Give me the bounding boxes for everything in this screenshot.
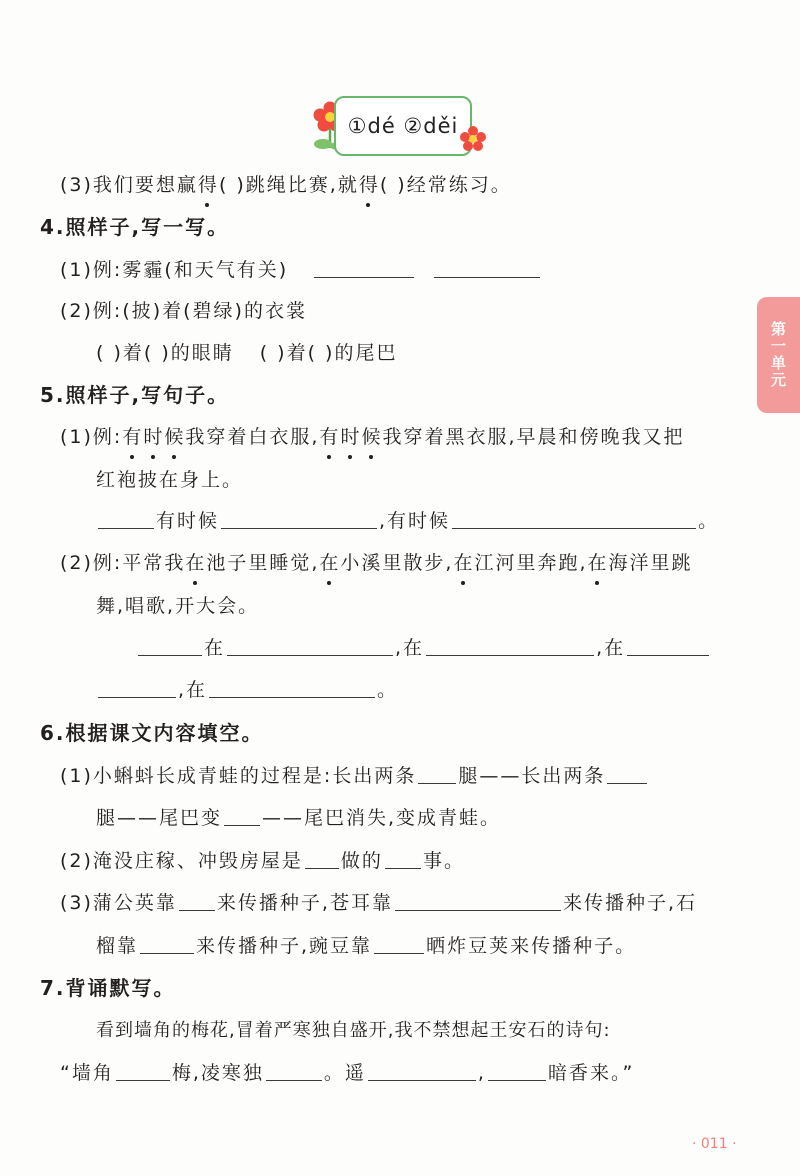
- s6-l5-b: 来传播种子,豌豆靠: [196, 935, 373, 957]
- unit-side-tab-label: 第一单元: [769, 321, 787, 389]
- s5-fill-1-blank-b[interactable]: [221, 508, 377, 529]
- s5-ex1-dot-char: 时: [143, 422, 164, 452]
- s5-fill-2-blank-e[interactable]: [98, 677, 176, 698]
- s5-ex2-b: 池子里睡觉,: [206, 552, 320, 574]
- s5-ex1-dot-char: 有: [122, 422, 143, 452]
- s4-fill-line: [96, 338, 397, 368]
- s6-blank-7[interactable]: [395, 890, 561, 911]
- s5-fill-2-line1: [136, 633, 711, 663]
- s7-paragraph-2: [60, 1058, 634, 1088]
- q3-mid: ( )跳绳比赛,就: [218, 174, 359, 196]
- s5-fill-1-text-a: 有时候: [156, 510, 220, 532]
- s6-l5-a: 榴靠: [96, 935, 139, 957]
- s5-ex2-a: (2)例:平常我: [60, 552, 186, 574]
- s6-l4-c: 来传播种子,石: [562, 892, 698, 914]
- s7-p2-d: ,: [477, 1062, 486, 1084]
- s5-fill-2-line2: [96, 675, 398, 705]
- s5-ex1-dot-char: 候: [164, 422, 185, 452]
- s4-example-2: (2)例:(披)着(碧绿)的衣裳: [60, 300, 307, 322]
- s6-blank-2[interactable]: [607, 763, 647, 784]
- s5-fill-2-blank-c[interactable]: [426, 635, 594, 656]
- s4-blank-2[interactable]: [434, 257, 540, 278]
- s5-fill-1: [96, 506, 719, 536]
- s6-blank-1[interactable]: [418, 763, 456, 784]
- s5-ex1-end: 我穿着黑衣服,早晨和傍晚我又把: [382, 426, 685, 448]
- s5-fill-2-czai: ,在: [596, 637, 626, 659]
- s4-fill-eyes[interactable]: ( )着( )的眼睛: [96, 342, 234, 364]
- section-6-heading: 6.根据课文内容填空。: [40, 721, 264, 745]
- s4-example-1: [60, 255, 542, 285]
- s5-ex2-e: 海洋里跳: [608, 552, 693, 574]
- s6-l2-b: ——尾巴消失,变成青蛙。: [262, 807, 502, 829]
- s5-ex1-prefix: (1)例:: [60, 426, 123, 448]
- s5-ex1-mid: 我穿着白衣服,: [185, 426, 320, 448]
- s5-ex1-dot-char: 候: [361, 422, 382, 452]
- s6-l5-c: 晒炸豆荚来传播种子。: [426, 935, 637, 957]
- flower-right-icon: [460, 126, 486, 156]
- section-5-heading: 5.照样子,写句子。: [40, 383, 230, 407]
- page-number: · 011 ·: [692, 1136, 737, 1152]
- s5-fill-2-zai: 在: [204, 637, 226, 659]
- s5-ex2-dot-zai: 在: [453, 548, 474, 578]
- s6-line-2: [96, 803, 501, 833]
- s5-example-1-line2: 红袍披在身上。: [96, 469, 244, 491]
- s5-fill-1-blank-c[interactable]: [452, 508, 696, 529]
- s5-fill-2-end: 。: [377, 679, 399, 701]
- s5-ex2-dot-zai: 在: [588, 548, 609, 578]
- s5-ex1-dot-char: 有: [319, 422, 340, 452]
- s6-line-4: [60, 888, 697, 918]
- s5-ex1-dot-char: 时: [340, 422, 361, 452]
- s6-line-1: [60, 761, 649, 791]
- s6-l1-b: 腿——长出两条: [458, 765, 606, 787]
- s5-ex2-dot-zai: 在: [319, 548, 340, 578]
- s5-fill-2-blank-d[interactable]: [627, 635, 709, 656]
- s6-l3-b: 做的: [340, 850, 383, 872]
- question-3-line: [60, 170, 512, 200]
- pinyin-options-box: [334, 96, 472, 156]
- section-4-heading: 4.照样子,写一写。: [40, 215, 230, 239]
- s5-example-2-line1: [60, 548, 693, 578]
- s6-blank-8[interactable]: [140, 933, 194, 954]
- s4-fill-tail[interactable]: ( )着( )的尾巴: [259, 342, 398, 364]
- s5-example-1-line1: [60, 422, 685, 452]
- unit-side-tab: [757, 297, 800, 413]
- s7-blank-3[interactable]: [368, 1060, 476, 1081]
- s6-l4-b: 来传播种子,苍耳靠: [216, 892, 393, 914]
- s4-blank-1[interactable]: [314, 257, 414, 278]
- pinyin-options-text: ①dé ②děi: [347, 114, 459, 138]
- s5-fill-2-czai: ,在: [178, 679, 208, 701]
- s6-l3-a: (2)淹没庄稼、冲毁房屋是: [60, 850, 303, 872]
- s6-blank-9[interactable]: [374, 933, 424, 954]
- s5-fill-2-blank-a[interactable]: [138, 635, 202, 656]
- s6-blank-5[interactable]: [385, 848, 421, 869]
- section-7-heading: 7.背诵默写。: [40, 976, 176, 1000]
- s7-blank-1[interactable]: [116, 1060, 170, 1081]
- s6-l2-a: 腿——尾巴变: [96, 807, 223, 829]
- s7-blank-2[interactable]: [266, 1060, 322, 1081]
- s6-line-5: [96, 931, 636, 961]
- s6-blank-6[interactable]: [179, 890, 215, 911]
- q3-prefix: (3)我们要想赢: [60, 174, 198, 196]
- s7-p2-b: 梅,凌寒独: [171, 1062, 264, 1084]
- s4-example-1-text: (1)例:雾霾(和天气有关): [60, 259, 289, 281]
- s7-p2-a: “墙角: [60, 1062, 114, 1084]
- s7-p2-c: 。遥: [323, 1062, 366, 1084]
- s5-fill-1-end: 。: [698, 510, 720, 532]
- s5-fill-1-blank-a[interactable]: [98, 508, 154, 529]
- q3-end: ( )经常练习。: [379, 174, 512, 196]
- s5-example-2-line2: 舞,唱歌,开大会。: [96, 595, 260, 617]
- q3-dotted-char-1: 得: [198, 170, 219, 200]
- s6-l1-a: (1)小蝌蚪长成青蛙的过程是:长出两条: [60, 765, 417, 787]
- s6-blank-3[interactable]: [224, 805, 260, 826]
- q3-dotted-char-2: 得: [359, 170, 380, 200]
- s6-line-3: [60, 846, 465, 876]
- s5-fill-1-text-b: ,有时候: [379, 510, 451, 532]
- s5-fill-2-czai: ,在: [395, 637, 425, 659]
- s7-blank-4[interactable]: [488, 1060, 546, 1081]
- s5-ex2-d: 江河里奔跑,: [474, 552, 588, 574]
- s5-ex2-dot-zai: 在: [185, 548, 206, 578]
- s5-fill-2-blank-f[interactable]: [209, 677, 375, 698]
- s7-paragraph-1: 看到墙角的梅花,冒着严寒独自盛开,我不禁想起王安石的诗句:: [96, 1020, 611, 1041]
- s6-blank-4[interactable]: [305, 848, 339, 869]
- s5-fill-2-blank-b[interactable]: [227, 635, 393, 656]
- s5-ex2-c: 小溪里散步,: [340, 552, 454, 574]
- s6-l4-a: (3)蒲公英靠: [60, 892, 177, 914]
- s7-p2-e: 暗香来。”: [547, 1062, 635, 1084]
- s6-l3-c: 事。: [422, 850, 465, 872]
